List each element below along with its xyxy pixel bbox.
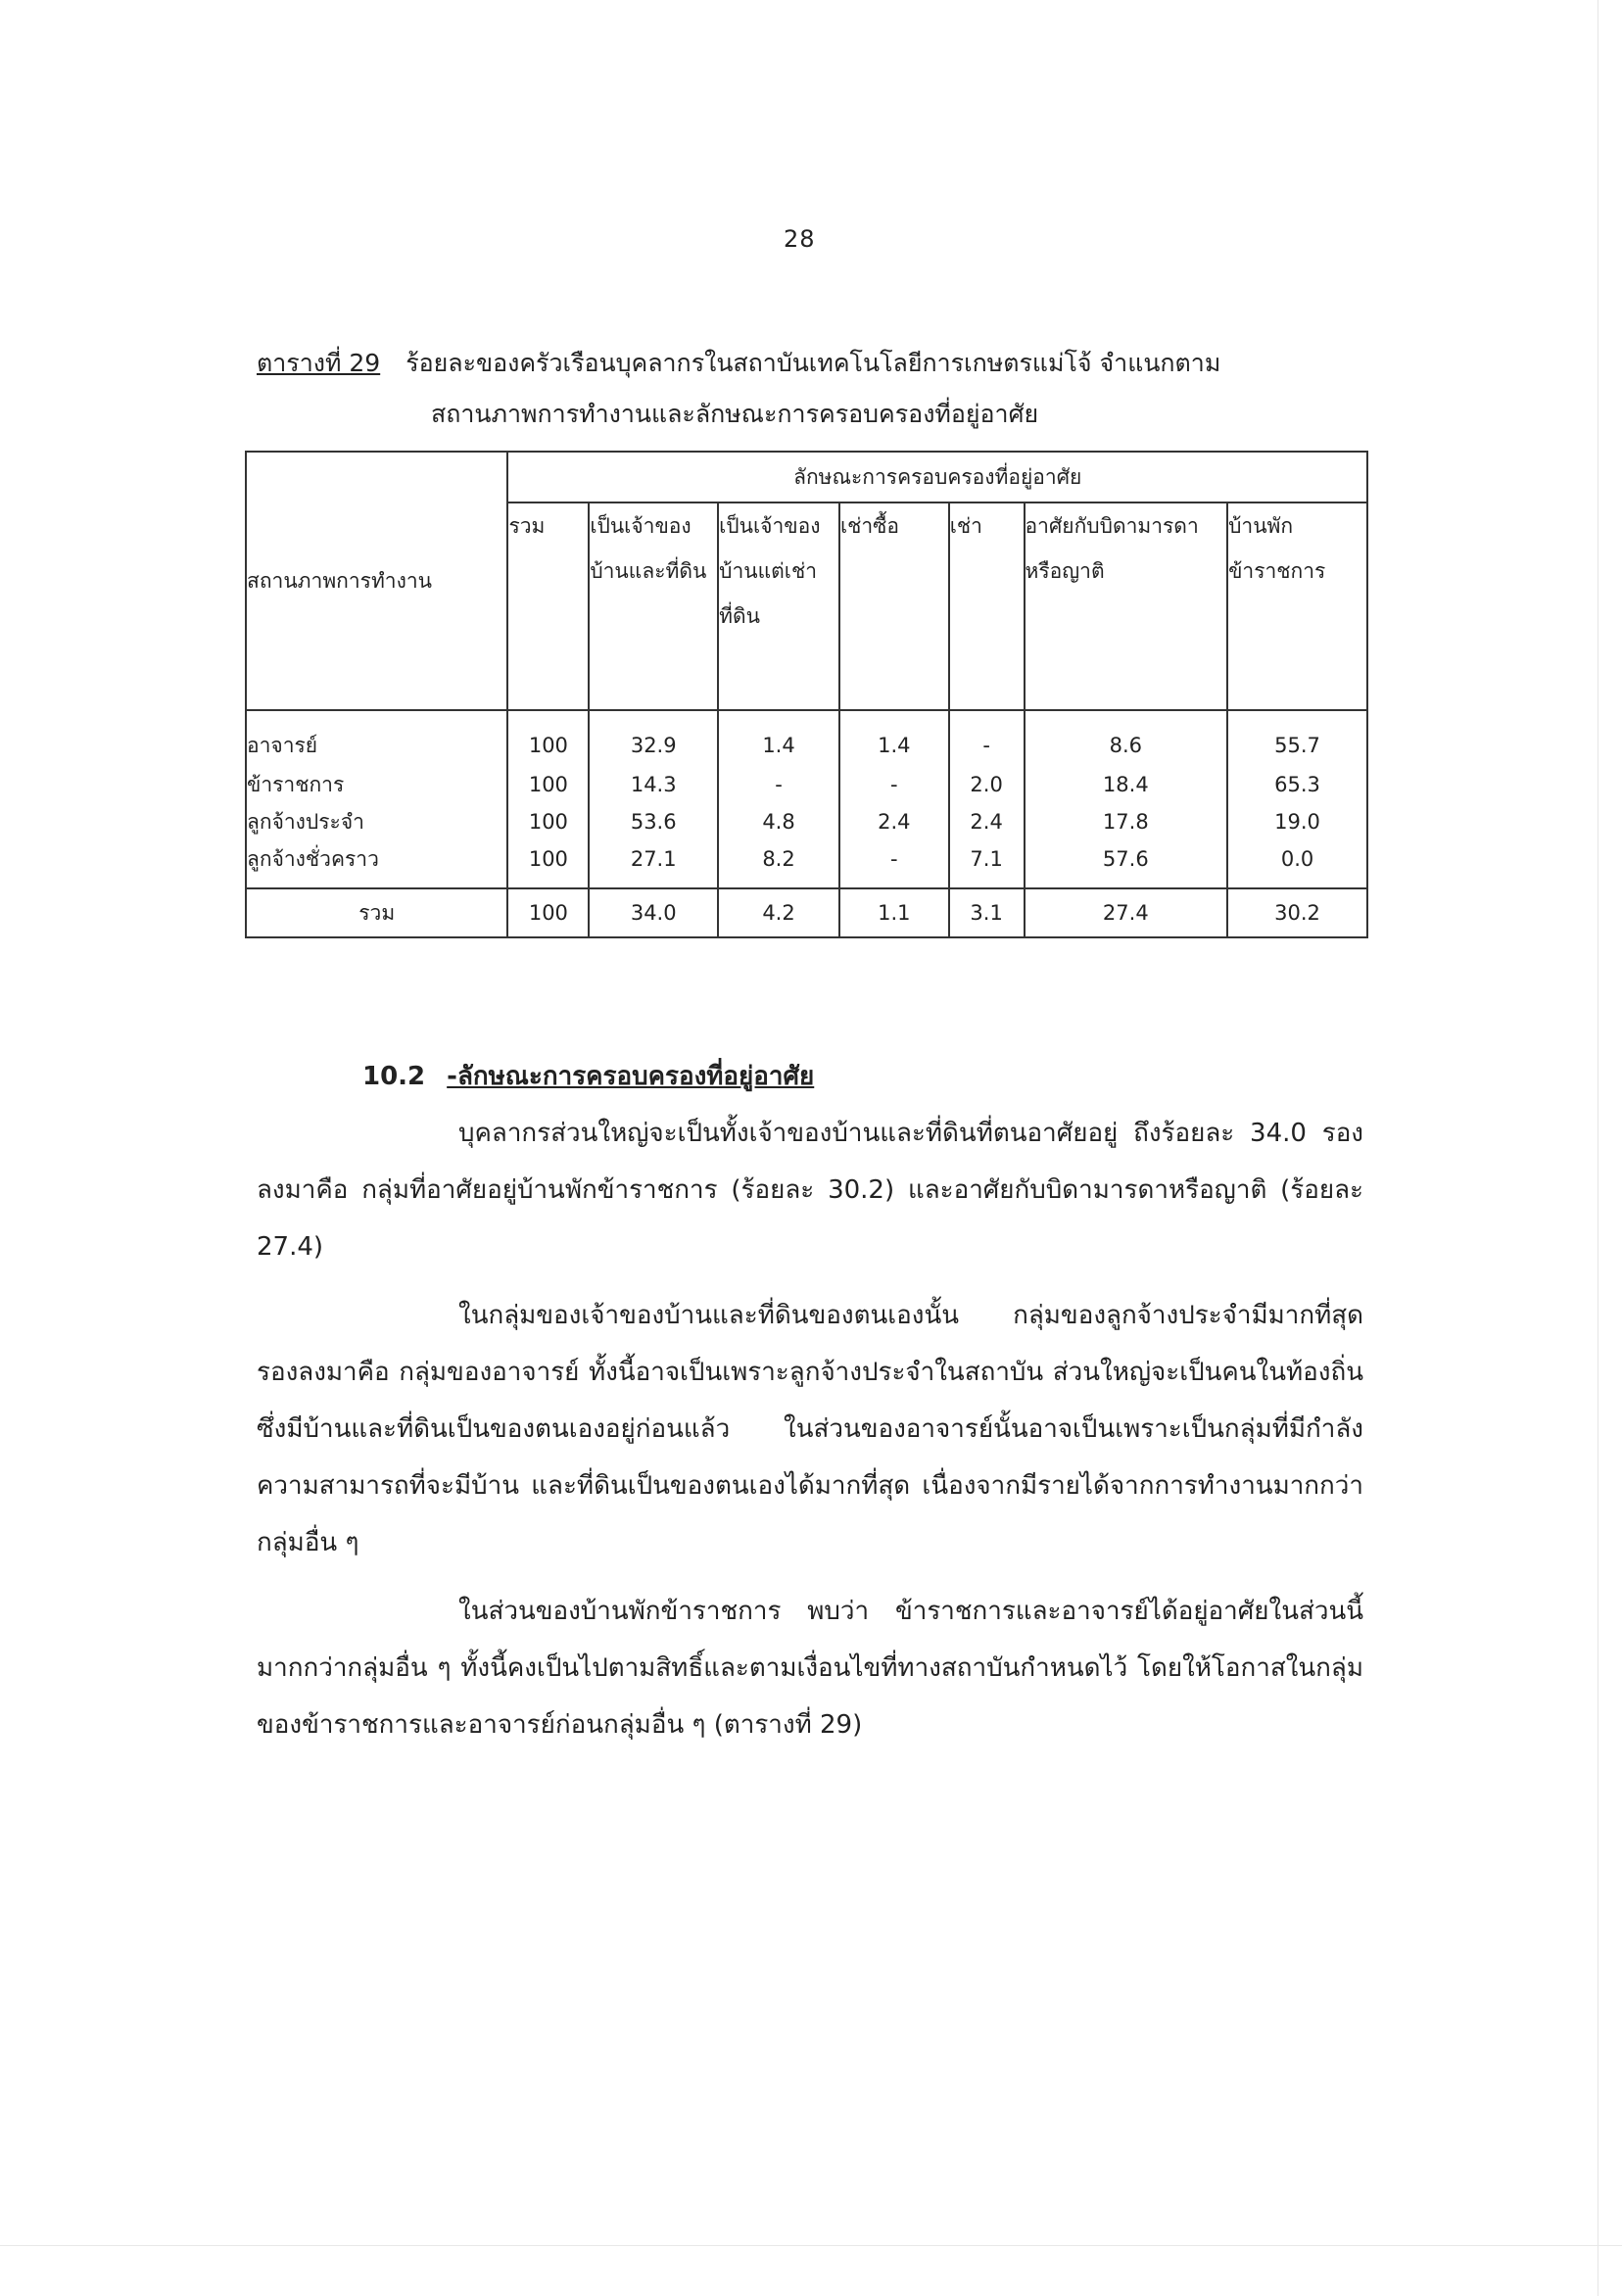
table-cell: 1.4	[718, 710, 839, 766]
table-cell: 7.1	[949, 840, 1025, 888]
row-label: อาจารย์	[246, 710, 507, 766]
table-cell: 1.4	[839, 710, 949, 766]
table-cell: 100	[507, 840, 589, 888]
housing-tenure-table	[245, 451, 1368, 938]
paragraph: บุคลากรส่วนใหญ่จะเป็นทั้งเจ้าของบ้านและที่ดินที่ตนอาศัยอยู่ ถึงร้อยละ 34.0 รองลงมาคือ กลุ่มที่อาศัยอยู่บ้านพักข้าราชการ (ร้อยละ 30.2) และอาศัยกับบิดามารดาหรือญาติ (ร้อยละ 27.4)	[257, 1119, 1363, 1262]
table-cell: 100	[507, 803, 589, 840]
table-row	[246, 840, 1367, 888]
table-cell: 100	[507, 710, 589, 766]
table-cell: 100	[507, 888, 589, 937]
column-header: เป็นเจ้าของบ้านแต่เช่าที่ดิน	[718, 502, 839, 710]
table-cell: 34.0	[589, 888, 718, 937]
table-cell: 4.8	[718, 803, 839, 840]
row-label: ลูกจ้างชั่วคราว	[246, 840, 507, 888]
section-10-2	[257, 1048, 1363, 1753]
table-cell: 55.7	[1227, 710, 1367, 766]
total-label: รวม	[246, 888, 507, 937]
table-cell: 27.1	[589, 840, 718, 888]
table-cell: 8.2	[718, 840, 839, 888]
table-cell: 1.1	[839, 888, 949, 937]
page-number: 28	[784, 225, 816, 253]
caption-line-1: ร้อยละของครัวเรือนบุคลากรในสถาบันเทคโนโลยีการเกษตรแม่โจ้ จำแนกตาม	[406, 349, 1221, 377]
table-cell: 100	[507, 766, 589, 803]
table-cell: 14.3	[589, 766, 718, 803]
table-caption	[257, 338, 1363, 440]
table-cell: 2.0	[949, 766, 1025, 803]
table-cell: 27.4	[1025, 888, 1228, 937]
table-cell: 4.2	[718, 888, 839, 937]
table-cell: 2.4	[839, 803, 949, 840]
scan-bottom-edge	[0, 2245, 1622, 2246]
table-cell: 65.3	[1227, 766, 1367, 803]
table-cell: 3.1	[949, 888, 1025, 937]
table-cell: 17.8	[1025, 803, 1228, 840]
table-cell: 32.9	[589, 710, 718, 766]
section-number: 10.2	[362, 1062, 426, 1091]
table-cell: 0.0	[1227, 840, 1367, 888]
table-cell: 19.0	[1227, 803, 1367, 840]
column-header: เช่าซื้อ	[839, 502, 949, 710]
table-number: ตารางที่ 29	[257, 349, 381, 377]
column-header: บ้านพักข้าราชการ	[1227, 502, 1367, 710]
row-label: ข้าราชการ	[246, 766, 507, 803]
table-row	[246, 803, 1367, 840]
table-cell: 53.6	[589, 803, 718, 840]
caption-line-2: สถานภาพการทำงานและลักษณะการครอบครองที่อยู่อาศัย	[431, 400, 1039, 428]
column-header: อาศัยกับบิดามารดาหรือญาติ	[1025, 502, 1228, 710]
section-title: -ลักษณะการครอบครองที่อยู่อาศัย	[447, 1062, 815, 1091]
table-cell: 8.6	[1025, 710, 1228, 766]
total-row	[246, 888, 1367, 937]
table-cell: -	[718, 766, 839, 803]
table-row	[246, 766, 1367, 803]
table-cell: 30.2	[1227, 888, 1367, 937]
table-row	[246, 710, 1367, 766]
column-header: เป็นเจ้าของบ้านและที่ดิน	[589, 502, 718, 710]
paragraph: ในกลุ่มของเจ้าของบ้านและที่ดินของตนเองนั้น กลุ่มของลูกจ้างประจำมีมากที่สุด รองลงมาคือ กลุ่มของอาจารย์ ทั้งนี้อาจเป็นเพราะลูกจ้างประจำในสถาบัน ส่วนใหญ่จะเป็นคนในท้องถิ่น ซึ่งมีบ้านและที่ดินเป็นของตนเองอยู่ก่อนแล้ว ในส่วนของอาจารย์นั้นอาจเป็นเพราะเป็นกลุ่มที่มีกำลังความสามารถที่จะมีบ้าน และที่ดินเป็นของตนเองได้มากที่สุด เนื่องจากมีรายได้จากการทำงานมากกว่ากลุ่มอื่น ๆ	[257, 1301, 1363, 1557]
table-cell: 57.6	[1025, 840, 1228, 888]
table-cell: -	[949, 710, 1025, 766]
status-column-header: สถานภาพการทำงาน	[246, 452, 507, 710]
tenure-group-header: ลักษณะการครอบครองที่อยู่อาศัย	[507, 452, 1367, 502]
column-header: รวม	[507, 502, 589, 710]
paragraph: ในส่วนของบ้านพักข้าราชการ พบว่า ข้าราชการและอาจารย์ได้อยู่อาศัยในส่วนนี้มากกว่ากลุ่มอื่น ๆ ทั้งนี้คงเป็นไปตามสิทธิ์และตามเงื่อนไขที่ทางสถาบันกำหนดไว้ โดยให้โอกาสในกลุ่มของข้าราชการและอาจารย์ก่อนกลุ่มอื่น ๆ (ตารางที่ 29)	[257, 1597, 1363, 1740]
column-header: เช่า	[949, 502, 1025, 710]
table-cell: -	[839, 840, 949, 888]
table-cell: 2.4	[949, 803, 1025, 840]
table-cell: 18.4	[1025, 766, 1228, 803]
table-cell: -	[839, 766, 949, 803]
row-label: ลูกจ้างประจำ	[246, 803, 507, 840]
section-heading	[257, 1048, 1363, 1105]
